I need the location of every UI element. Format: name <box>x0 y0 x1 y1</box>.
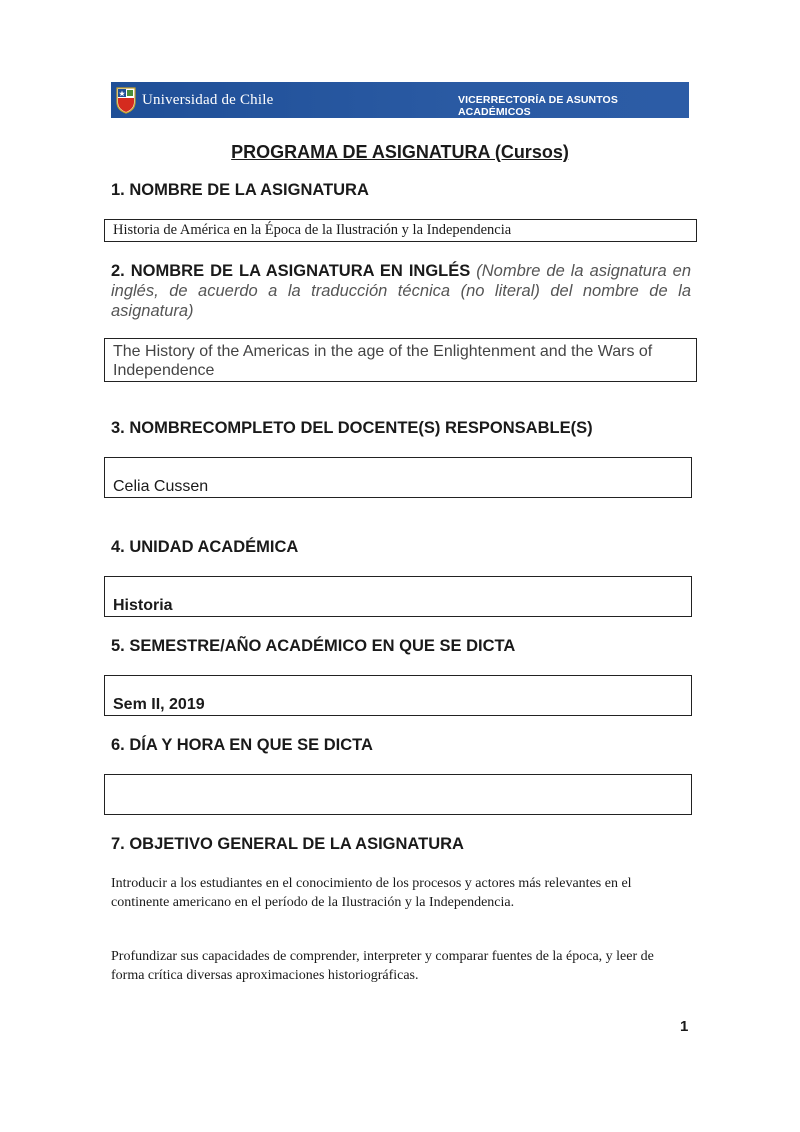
university-crest-icon <box>115 86 137 114</box>
section-2-title: 2. NOMBRE DE LA ASIGNATURA EN INGLÉS <box>111 262 471 280</box>
teacher-value: Celia Cussen <box>113 478 209 495</box>
header-banner <box>111 82 689 118</box>
section-7-heading: 7. OBJETIVO GENERAL DE LA ASIGNATURA <box>111 835 464 853</box>
page-number: 1 <box>680 1018 689 1035</box>
course-name-box <box>104 219 697 242</box>
course-name-english-value: The History of the Americas in the age of the Enlightenment and the Wars of Independence <box>113 343 653 379</box>
semester-value: Sem II, 2019 <box>113 696 205 713</box>
section-2-note: (Nombre de la asignatura en inglés, de acuerdo a la traducción técnica (no literal) del nombre de la asignatura) <box>111 262 691 320</box>
academic-unit-value: Historia <box>113 597 173 614</box>
objective-paragraph-2: Profundizar sus capacidades de comprender, interpreter y comparar fuentes de la época, y leer de forma crítica diversas aproximaciones historiográficas. <box>111 949 654 983</box>
section-2-heading <box>111 261 691 321</box>
course-name-value: Historia de América en la Época de la Ilustración y la Independencia <box>113 222 512 238</box>
department-name: VICERRECTORÍA DE ASUNTOS ACADÉMICOS <box>458 94 618 118</box>
schedule-box <box>104 774 692 815</box>
university-name: Universidad de Chile <box>142 91 274 108</box>
objective-paragraph-1: Introducir a los estudiantes en el conocimiento de los procesos y actores más relevantes en el continente americano en el período de la Ilustración y la Independencia. <box>111 876 632 910</box>
semester-box <box>104 675 692 716</box>
section-1-heading: 1. NOMBRE DE LA ASIGNATURA <box>111 181 369 199</box>
academic-unit-box <box>104 576 692 617</box>
section-4-heading: 4. UNIDAD ACADÉMICA <box>111 538 299 556</box>
section-3-heading: 3. NOMBRECOMPLETO DEL DOCENTE(S) RESPONSABLE(S) <box>111 419 593 437</box>
section-5-heading: 5. SEMESTRE/AÑO ACADÉMICO EN QUE SE DICTA <box>111 637 516 655</box>
teacher-box <box>104 457 692 498</box>
document-title: PROGRAMA DE ASIGNATURA (Cursos) <box>231 142 569 162</box>
section-6-heading: 6. DÍA Y HORA EN QUE SE DICTA <box>111 736 373 754</box>
course-name-english-box <box>104 338 697 382</box>
